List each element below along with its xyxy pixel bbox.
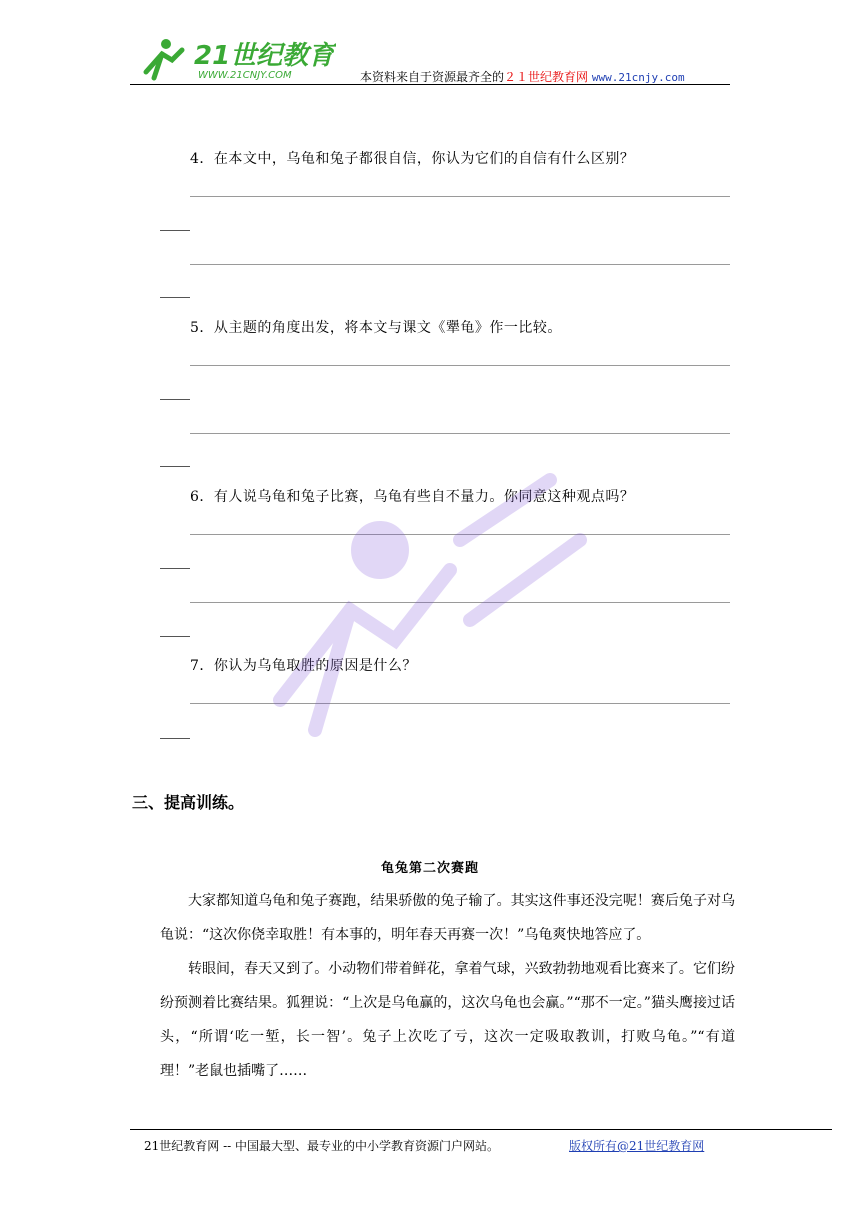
logo-url: WWW.21CNJY.COM [198,70,292,81]
site-logo [136,32,336,84]
footer-copyright-link[interactable]: 版权所有@21世纪教育网 [569,1139,705,1153]
answer-line-tail [160,466,190,467]
answer-line[interactable] [190,196,730,197]
header-prefix: 本资料来自于资源最齐全的 [360,70,505,84]
question-6: 6．有人说乌龟和兔子比赛，乌龟有些自不量力。你同意这种观点吗？ [190,489,635,505]
question-4: 4．在本文中，乌龟和兔子都很自信，你认为它们的自信有什么区别？ [190,151,635,167]
answer-line[interactable] [190,365,730,366]
answer-line-tail [160,568,190,569]
header-source-text [360,68,685,85]
question-7: 7．你认为乌龟取胜的原因是什么？ [190,658,417,674]
answer-line-tail [160,399,190,400]
story-paragraph: 转眼间，春天又到了。小动物们带着鲜花，拿着气球，兴致勃勃地观看比赛来了。它们纷纷预测着比赛结果。狐狸说：“上次是乌龟赢的，这次乌龟也会赢。”“那不一定。”猫头鹰接过话头，“所谓‘吃一堑，长一智’。兔子上次吃了亏，这次一定吸取教训，打败乌龟。”“有道理！”老鼠也插嘴了…… [160,961,735,1079]
footer-text: 21世纪教育网 -- 中国最大型、最专业的中小学教育资源门户网站。 [144,1139,500,1153]
answer-line[interactable] [190,534,730,535]
answer-line-tail [160,297,190,298]
answer-line[interactable] [190,433,730,434]
story-title: 龟兔第二次赛跑 [380,861,479,876]
header-url-link[interactable]: www.21cnjy.com [591,71,685,84]
section-heading: 三、提高训练。 [132,793,245,812]
answer-line-tail [160,636,190,637]
watermark-logo [220,400,640,780]
answer-line-tail [160,738,190,739]
answer-line[interactable] [190,264,730,265]
question-5: 5．从主题的角度出发，将本文与课文《犟龟》作一比较。 [190,320,562,336]
header-divider [130,84,730,85]
answer-line[interactable] [190,703,730,704]
answer-line[interactable] [190,602,730,603]
story-body [160,884,735,1088]
logo-text: 21世纪教育 [194,41,335,71]
footer-divider [130,1129,832,1130]
story-paragraph: 大家都知道乌龟和兔子赛跑，结果骄傲的兔子输了。其实这件事还没完呢！赛后兔子对乌龟说：“这次你侥幸取胜！有本事的，明年春天再赛一次！”乌龟爽快地答应了。 [160,893,735,943]
header-brand: ２１世纪教育网 [504,70,589,84]
answer-line-tail [160,230,190,231]
